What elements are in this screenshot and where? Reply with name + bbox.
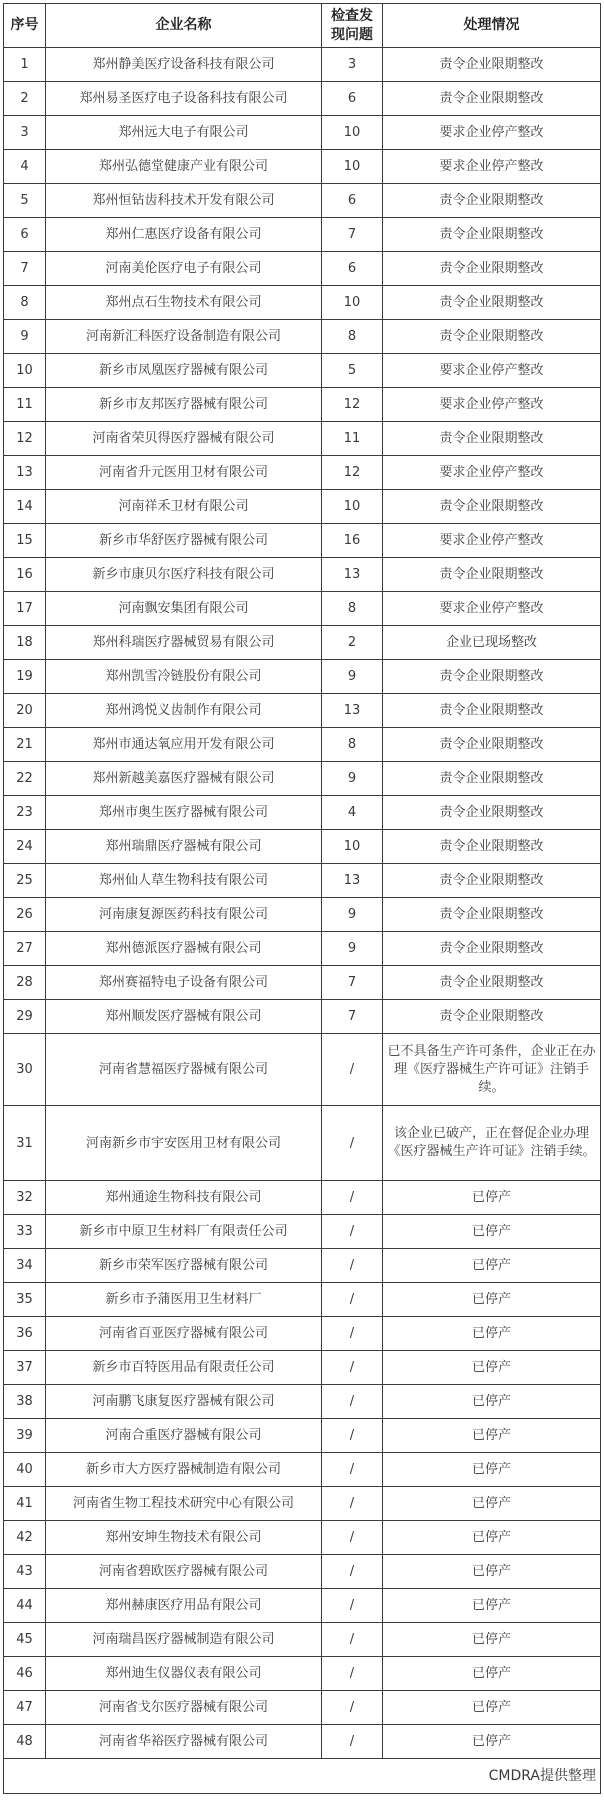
handling-status-cell: 要求企业停产整改 [383,150,601,184]
serial-number-cell: 9 [4,320,46,354]
enterprise-name-cell: 新乡市康贝尔医疗科技有限公司 [46,558,322,592]
issues-found-cell: 12 [322,388,383,422]
serial-number-cell: 37 [4,1351,46,1385]
enterprise-name-cell: 郑州通途生物科技有限公司 [46,1181,322,1215]
enterprise-name-cell: 河南省生物工程技术研究中心有限公司 [46,1487,322,1521]
table-row [4,1215,601,1249]
handling-status-cell: 责令企业限期整改 [383,762,601,796]
header-serial-number: 序号 [4,4,46,48]
enterprise-name-cell: 新乡市中原卫生材料厂有限责任公司 [46,1215,322,1249]
table-row [4,1555,601,1589]
handling-status-cell: 已停产 [383,1589,601,1623]
table-row [4,1317,601,1351]
table-row [4,1419,601,1453]
issues-found-cell: / [322,1283,383,1317]
handling-status-cell: 要求企业停产整改 [383,116,601,150]
issues-found-cell: 10 [322,490,383,524]
table-row [4,932,601,966]
table-row [4,1034,601,1106]
handling-status-cell: 责令企业限期整改 [383,864,601,898]
issues-found-cell: / [322,1555,383,1589]
issues-found-cell: / [322,1521,383,1555]
enterprise-name-cell: 郑州赫康医疗用品有限公司 [46,1589,322,1623]
enterprise-name-cell: 郑州弘德堂健康产业有限公司 [46,150,322,184]
issues-found-cell: 8 [322,592,383,626]
header-handling-status: 处理情况 [383,4,601,48]
issues-found-cell: 13 [322,864,383,898]
enterprise-name-cell: 河南省碧欧医疗器械有限公司 [46,1555,322,1589]
issues-found-cell: / [322,1034,383,1106]
enterprise-name-cell: 郑州市通达氧应用开发有限公司 [46,728,322,762]
table-row [4,252,601,286]
table-row [4,286,601,320]
serial-number-cell: 33 [4,1215,46,1249]
serial-number-cell: 29 [4,1000,46,1034]
serial-number-cell: 48 [4,1725,46,1759]
table-row [4,388,601,422]
serial-number-cell: 41 [4,1487,46,1521]
issues-found-cell: 10 [322,830,383,864]
serial-number-cell: 1 [4,48,46,82]
table-row [4,184,601,218]
serial-number-cell: 6 [4,218,46,252]
enterprise-name-cell: 新乡市予蒲医用卫生材料厂 [46,1283,322,1317]
issues-found-cell: / [322,1351,383,1385]
serial-number-cell: 5 [4,184,46,218]
serial-number-cell: 44 [4,1589,46,1623]
serial-number-cell: 30 [4,1034,46,1106]
table-row [4,796,601,830]
serial-number-cell: 32 [4,1181,46,1215]
handling-status-cell: 责令企业限期整改 [383,728,601,762]
table-row [4,694,601,728]
serial-number-cell: 26 [4,898,46,932]
handling-status-cell: 责令企业限期整改 [383,490,601,524]
serial-number-cell: 38 [4,1385,46,1419]
issues-found-cell: 9 [322,932,383,966]
handling-status-cell: 已停产 [383,1487,601,1521]
handling-status-cell: 责令企业限期整改 [383,558,601,592]
handling-status-cell: 已停产 [383,1385,601,1419]
handling-status-cell: 责令企业限期整改 [383,966,601,1000]
table-row [4,626,601,660]
issues-found-cell: 3 [322,48,383,82]
serial-number-cell: 24 [4,830,46,864]
issues-found-cell: 7 [322,966,383,1000]
handling-status-cell: 责令企业限期整改 [383,796,601,830]
issues-found-cell: / [322,1419,383,1453]
enterprise-name-cell: 郑州科瑞医疗器械贸易有限公司 [46,626,322,660]
serial-number-cell: 2 [4,82,46,116]
serial-number-cell: 46 [4,1657,46,1691]
enterprise-name-cell: 河南省荣贝得医疗器械有限公司 [46,422,322,456]
handling-status-cell: 已停产 [383,1317,601,1351]
issues-found-cell: 10 [322,150,383,184]
enterprise-name-cell: 河南新汇科医疗设备制造有限公司 [46,320,322,354]
serial-number-cell: 19 [4,660,46,694]
issues-found-cell: 9 [322,660,383,694]
handling-status-cell: 责令企业限期整改 [383,320,601,354]
enterprise-name-cell: 郑州恒钻齿科技术开发有限公司 [46,184,322,218]
table-row [4,864,601,898]
issues-found-cell: 12 [322,456,383,490]
table-row [4,830,601,864]
enterprise-name-cell: 郑州易圣医疗电子设备科技有限公司 [46,82,322,116]
enterprise-name-cell: 郑州静美医疗设备科技有限公司 [46,48,322,82]
serial-number-cell: 45 [4,1623,46,1657]
enterprise-name-cell: 河南省戈尔医疗器械有限公司 [46,1691,322,1725]
handling-status-cell: 责令企业限期整改 [383,898,601,932]
enterprise-name-cell: 郑州赛福特电子设备有限公司 [46,966,322,1000]
serial-number-cell: 40 [4,1453,46,1487]
enterprise-inspection-table [3,3,601,1794]
handling-status-cell: 已停产 [383,1453,601,1487]
handling-status-cell: 已停产 [383,1691,601,1725]
inspection-results-document [3,3,600,1794]
enterprise-name-cell: 郑州鸿悦义齿制作有限公司 [46,694,322,728]
enterprise-name-cell: 河南瑞昌医疗器械制造有限公司 [46,1623,322,1657]
table-row [4,524,601,558]
issues-found-cell: / [322,1691,383,1725]
issues-found-cell: 4 [322,796,383,830]
handling-status-cell: 要求企业停产整改 [383,388,601,422]
serial-number-cell: 22 [4,762,46,796]
table-row [4,1691,601,1725]
table-row [4,558,601,592]
handling-status-cell: 责令企业限期整改 [383,218,601,252]
handling-status-cell: 责令企业限期整改 [383,48,601,82]
serial-number-cell: 8 [4,286,46,320]
issues-found-cell: / [322,1487,383,1521]
issues-found-cell: 11 [322,422,383,456]
serial-number-cell: 31 [4,1106,46,1181]
handling-status-cell: 企业已现场整改 [383,626,601,660]
serial-number-cell: 27 [4,932,46,966]
serial-number-cell: 16 [4,558,46,592]
serial-number-cell: 18 [4,626,46,660]
table-row [4,456,601,490]
enterprise-name-cell: 郑州远大电子有限公司 [46,116,322,150]
enterprise-name-cell: 郑州新越美嘉医疗器械有限公司 [46,762,322,796]
enterprise-name-cell: 新乡市凤凰医疗器械有限公司 [46,354,322,388]
issues-found-cell: / [322,1215,383,1249]
handling-status-cell: 已停产 [383,1215,601,1249]
issues-found-cell: / [322,1317,383,1351]
enterprise-name-cell: 河南康复源医药科技有限公司 [46,898,322,932]
table-row [4,1521,601,1555]
header-enterprise-name: 企业名称 [46,4,322,48]
enterprise-name-cell: 新乡市荣军医疗器械有限公司 [46,1249,322,1283]
enterprise-name-cell: 河南鹏飞康复医疗器械有限公司 [46,1385,322,1419]
enterprise-name-cell: 郑州凯雪冷链股份有限公司 [46,660,322,694]
handling-status-cell: 已停产 [383,1657,601,1691]
handling-status-cell: 该企业已破产，正在督促企业办理《医疗器械生产许可证》注销手续。 [383,1106,601,1181]
serial-number-cell: 15 [4,524,46,558]
table-row [4,48,601,82]
enterprise-name-cell: 郑州安坤生物技术有限公司 [46,1521,322,1555]
handling-status-cell: 已停产 [383,1555,601,1589]
table-row [4,1385,601,1419]
serial-number-cell: 42 [4,1521,46,1555]
enterprise-name-cell: 河南省华裕医疗器械有限公司 [46,1725,322,1759]
table-row [4,592,601,626]
handling-status-cell: 责令企业限期整改 [383,82,601,116]
serial-number-cell: 17 [4,592,46,626]
handling-status-cell: 已不具备生产许可条件，企业正在办理《医疗器械生产许可证》注销手续。 [383,1034,601,1106]
table-row [4,762,601,796]
serial-number-cell: 23 [4,796,46,830]
issues-found-cell: 16 [322,524,383,558]
serial-number-cell: 4 [4,150,46,184]
enterprise-name-cell: 郑州瑞鼎医疗器械有限公司 [46,830,322,864]
serial-number-cell: 35 [4,1283,46,1317]
issues-found-cell: / [322,1181,383,1215]
table-row [4,116,601,150]
source-credit: CMDRA提供整理 [4,1759,601,1794]
handling-status-cell: 已停产 [383,1521,601,1555]
issues-found-cell: / [322,1385,383,1419]
handling-status-cell: 已停产 [383,1419,601,1453]
handling-status-cell: 责令企业限期整改 [383,694,601,728]
table-row [4,966,601,1000]
table-row [4,728,601,762]
issues-found-cell: 5 [322,354,383,388]
table-row [4,1000,601,1034]
handling-status-cell: 责令企业限期整改 [383,660,601,694]
handling-status-cell: 已停产 [383,1623,601,1657]
issues-found-cell: 9 [322,762,383,796]
handling-status-cell: 责令企业限期整改 [383,184,601,218]
enterprise-name-cell: 河南新乡市宇安医用卫材有限公司 [46,1106,322,1181]
handling-status-cell: 责令企业限期整改 [383,1000,601,1034]
serial-number-cell: 21 [4,728,46,762]
enterprise-name-cell: 新乡市华舒医疗器械有限公司 [46,524,322,558]
enterprise-name-cell: 河南祥禾卫材有限公司 [46,490,322,524]
handling-status-cell: 要求企业停产整改 [383,354,601,388]
issues-found-cell: / [322,1725,383,1759]
handling-status-cell: 已停产 [383,1181,601,1215]
table-row [4,1623,601,1657]
serial-number-cell: 7 [4,252,46,286]
issues-found-cell: / [322,1453,383,1487]
table-row [4,1487,601,1521]
handling-status-cell: 已停产 [383,1351,601,1385]
enterprise-name-cell: 新乡市大方医疗器械制造有限公司 [46,1453,322,1487]
serial-number-cell: 28 [4,966,46,1000]
serial-number-cell: 36 [4,1317,46,1351]
serial-number-cell: 14 [4,490,46,524]
enterprise-name-cell: 郑州迪生仪器仪表有限公司 [46,1657,322,1691]
enterprise-name-cell: 河南美伦医疗电子有限公司 [46,252,322,286]
handling-status-cell: 已停产 [383,1283,601,1317]
issues-found-cell: 2 [322,626,383,660]
table-footer-row [4,1759,601,1794]
serial-number-cell: 47 [4,1691,46,1725]
table-row [4,660,601,694]
table-row [4,490,601,524]
table-row [4,1351,601,1385]
serial-number-cell: 11 [4,388,46,422]
handling-status-cell: 已停产 [383,1249,601,1283]
issues-found-cell: / [322,1249,383,1283]
issues-found-cell: 6 [322,252,383,286]
handling-status-cell: 责令企业限期整改 [383,830,601,864]
enterprise-name-cell: 河南省慧福医疗器械有限公司 [46,1034,322,1106]
issues-found-cell: / [322,1623,383,1657]
table-row [4,1181,601,1215]
handling-status-cell: 责令企业限期整改 [383,286,601,320]
enterprise-name-cell: 郑州仙人草生物科技有限公司 [46,864,322,898]
serial-number-cell: 13 [4,456,46,490]
header-issues-found [322,4,383,48]
issues-found-cell: 9 [322,898,383,932]
enterprise-name-cell: 新乡市百特医用品有限责任公司 [46,1351,322,1385]
table-row [4,1283,601,1317]
serial-number-cell: 10 [4,354,46,388]
table-row [4,422,601,456]
enterprise-name-cell: 新乡市友邦医疗器械有限公司 [46,388,322,422]
enterprise-name-cell: 河南省百亚医疗器械有限公司 [46,1317,322,1351]
enterprise-name-cell: 河南省升元医用卫材有限公司 [46,456,322,490]
table-body [4,48,601,1759]
issues-found-cell: / [322,1657,383,1691]
table-row [4,1106,601,1181]
serial-number-cell: 25 [4,864,46,898]
issues-found-cell: 13 [322,694,383,728]
table-row [4,1453,601,1487]
issues-found-cell: 7 [322,218,383,252]
issues-found-cell: 8 [322,728,383,762]
serial-number-cell: 3 [4,116,46,150]
enterprise-name-cell: 郑州市奥生医疗器械有限公司 [46,796,322,830]
handling-status-cell: 要求企业停产整改 [383,592,601,626]
issues-found-cell: 13 [322,558,383,592]
table-row [4,898,601,932]
header-issues-line1: 检查发 [331,7,373,24]
issues-found-cell: 8 [322,320,383,354]
enterprise-name-cell: 郑州仁惠医疗设备有限公司 [46,218,322,252]
issues-found-cell: / [322,1106,383,1181]
table-row [4,320,601,354]
handling-status-cell: 要求企业停产整改 [383,456,601,490]
enterprise-name-cell: 河南合重医疗器械有限公司 [46,1419,322,1453]
issues-found-cell: 7 [322,1000,383,1034]
handling-status-cell: 责令企业限期整改 [383,932,601,966]
table-row [4,1657,601,1691]
table-row [4,150,601,184]
serial-number-cell: 12 [4,422,46,456]
issues-found-cell: 10 [322,286,383,320]
table-row [4,218,601,252]
issues-found-cell: 10 [322,116,383,150]
table-row [4,1249,601,1283]
handling-status-cell: 已停产 [383,1725,601,1759]
table-header-row [4,4,601,48]
handling-status-cell: 要求企业停产整改 [383,524,601,558]
header-issues-line2: 现问题 [331,26,373,43]
table-row [4,82,601,116]
enterprise-name-cell: 郑州德派医疗器械有限公司 [46,932,322,966]
enterprise-name-cell: 郑州点石生物技术有限公司 [46,286,322,320]
serial-number-cell: 43 [4,1555,46,1589]
issues-found-cell: / [322,1589,383,1623]
issues-found-cell: 6 [322,82,383,116]
serial-number-cell: 20 [4,694,46,728]
table-row [4,1589,601,1623]
serial-number-cell: 39 [4,1419,46,1453]
table-row [4,354,601,388]
enterprise-name-cell: 河南飘安集团有限公司 [46,592,322,626]
handling-status-cell: 责令企业限期整改 [383,422,601,456]
enterprise-name-cell: 郑州顺发医疗器械有限公司 [46,1000,322,1034]
table-row [4,1725,601,1759]
issues-found-cell: 6 [322,184,383,218]
handling-status-cell: 责令企业限期整改 [383,252,601,286]
serial-number-cell: 34 [4,1249,46,1283]
